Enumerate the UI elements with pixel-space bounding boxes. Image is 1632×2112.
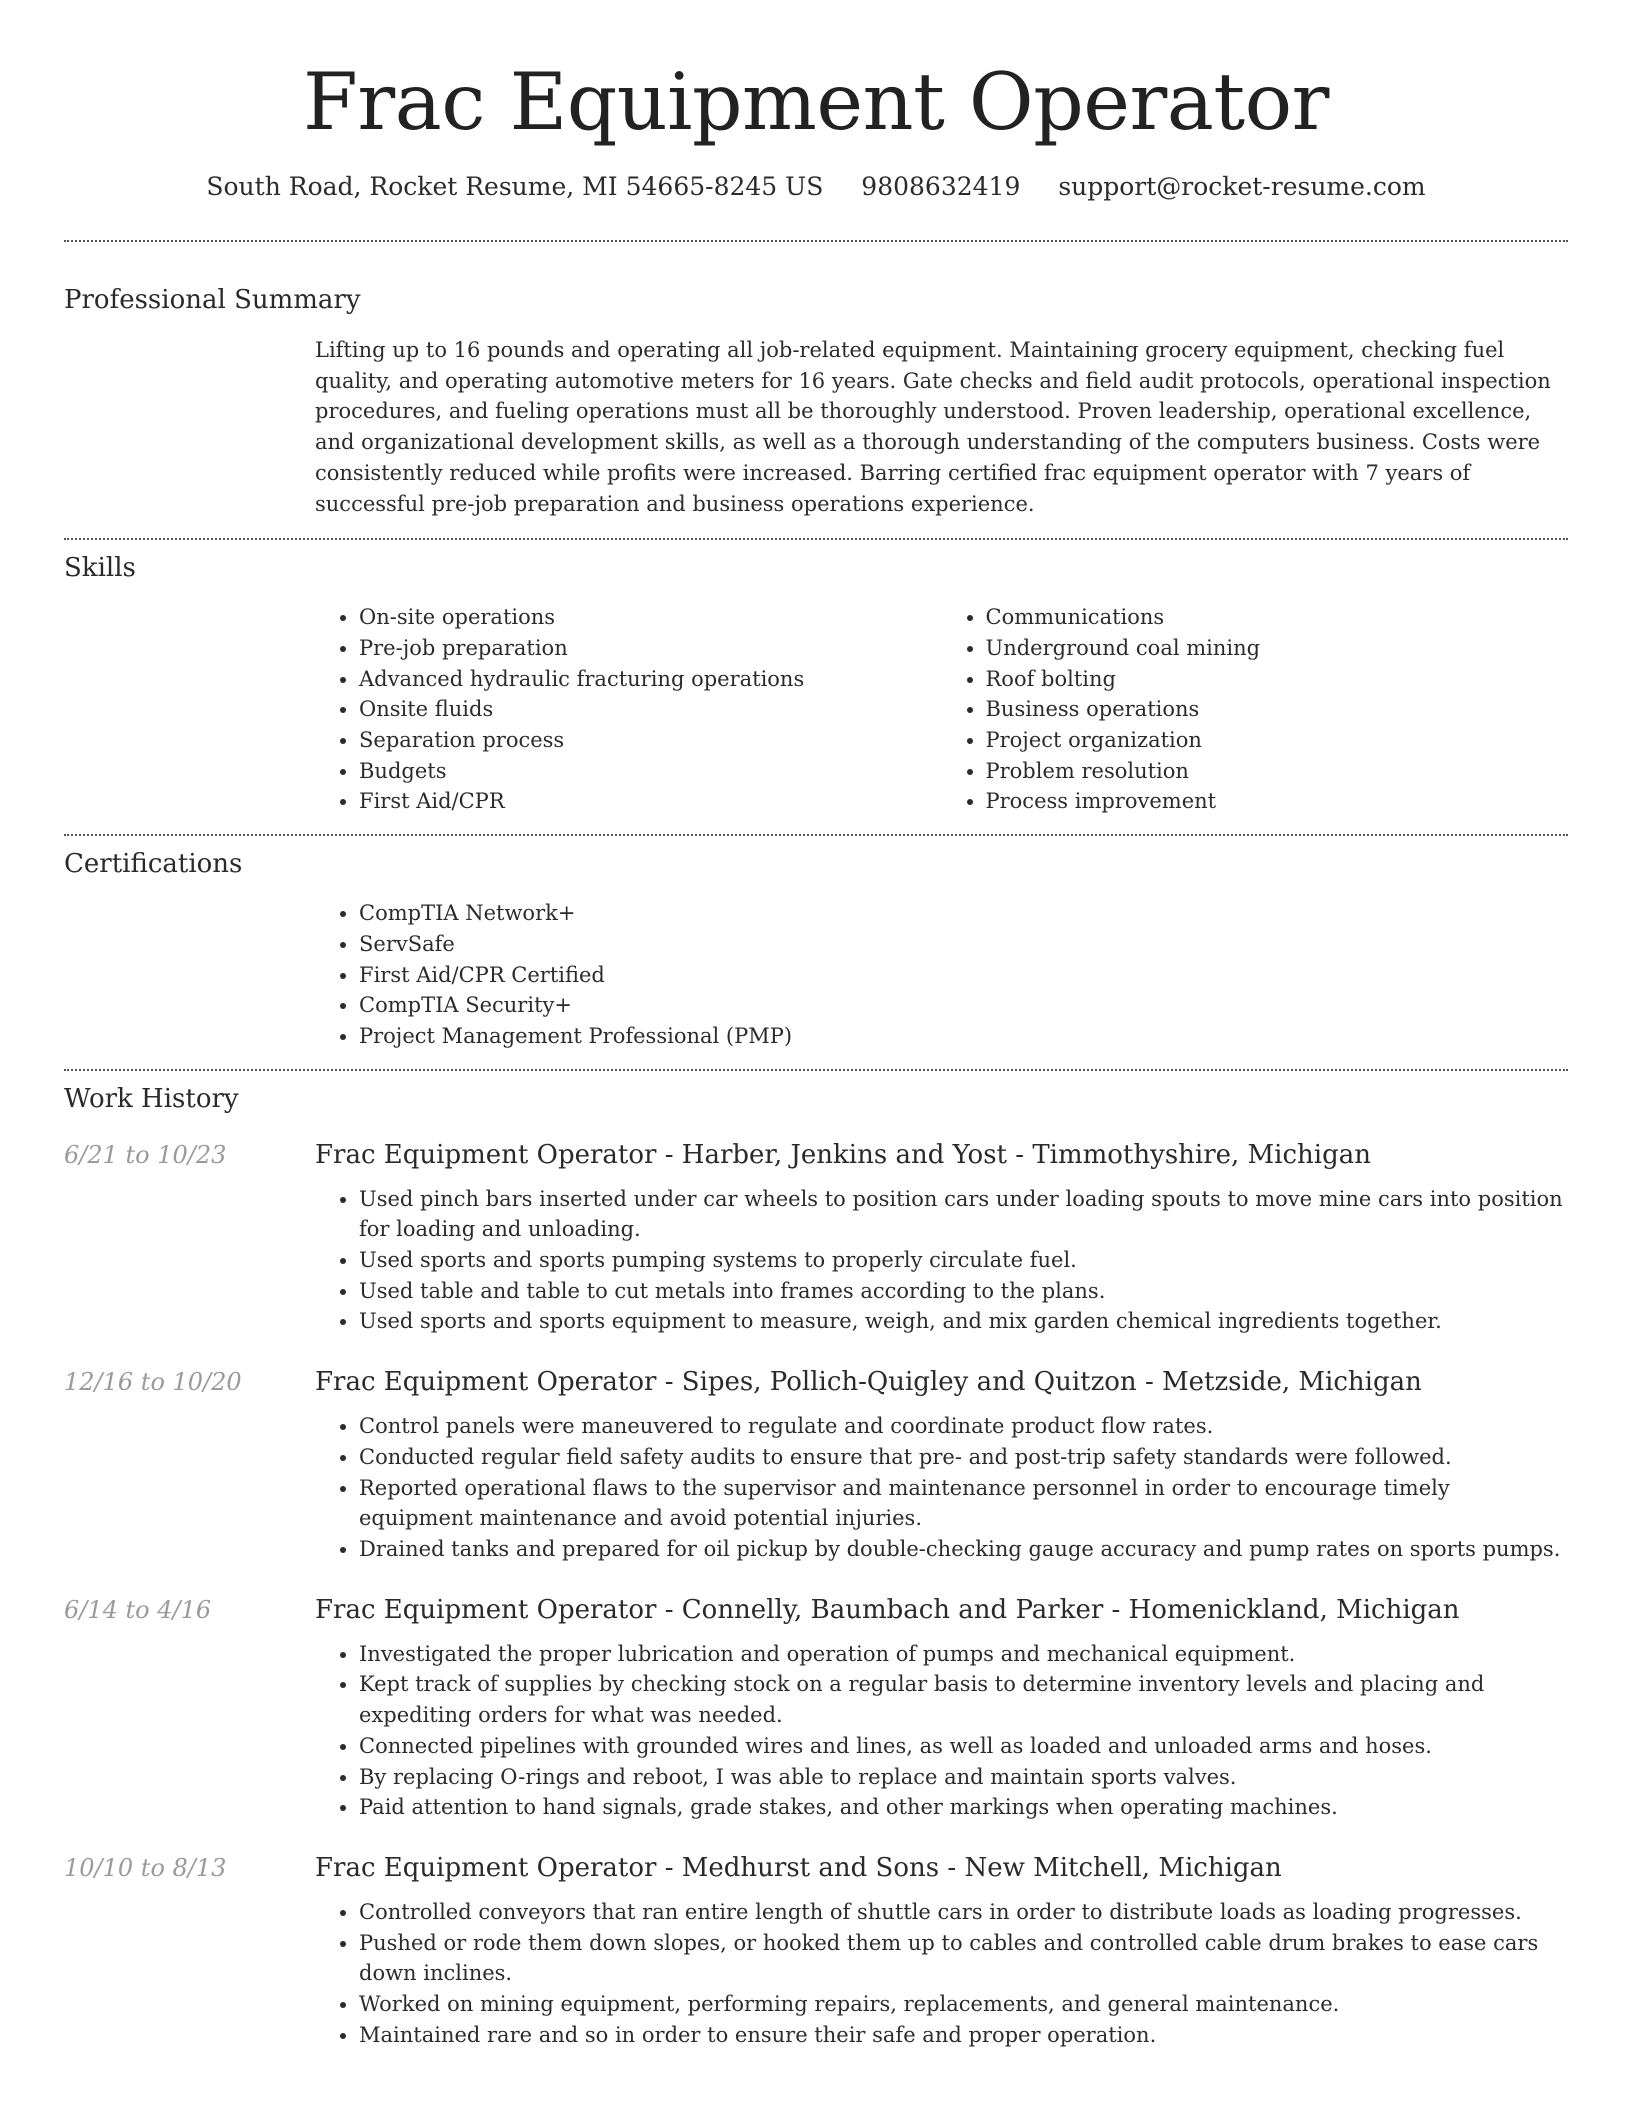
section-title-work-history: Work History — [64, 1083, 239, 1114]
summary-text: Lifting up to 16 pounds and operating all job-related equipment. Maintaining grocery equipment, checking fuel quality, and operating automotive meters for 16 years. Gate checks and field audit protocols, operational inspection procedures, and fueling operations must all be thoroughly understood. Proven leadership, operational excellence, and organizational development skills, as well as a thorough understanding of the computers business. Costs were consistently reduced while profits were increased. Barring certified frac equipment operator with 7 years of successful pre-job preparation and business operations experience. — [315, 338, 1551, 516]
skill-item: • Project organization — [986, 725, 1569, 756]
skill-item: • Business operations — [986, 694, 1569, 725]
job-company: Harber, Jenkins and Yost — [681, 1139, 1007, 1170]
divider — [64, 240, 1568, 242]
section-title-skills: Skills — [64, 553, 136, 584]
job-header — [64, 1593, 1568, 1627]
certification-item: • First Aid/CPR Certified — [359, 960, 1568, 991]
job-bullet: • Pushed or rode them down slopes, or hooked them up to cables and controlled cable drum brakes to ease cars down inclines. — [359, 1928, 1568, 1989]
skill-item: • Roof bolting — [986, 664, 1569, 695]
job-header — [64, 1138, 1568, 1172]
skills-list — [315, 602, 1568, 817]
skill-item: • Communications — [986, 602, 1569, 633]
job-bullets — [315, 1411, 1568, 1565]
job-company: Sipes, Pollich-Quigley and Quitzon — [681, 1367, 1137, 1398]
job-bullets — [315, 1184, 1568, 1338]
job-bullet: • By replacing O-rings and reboot, I was able to replace and maintain sports valves. — [359, 1762, 1568, 1793]
skill-item: • Separation process — [359, 725, 942, 756]
job-role: Frac Equipment Operator — [315, 1594, 657, 1625]
job-bullet: • Used sports and sports pumping systems to properly circulate fuel. — [359, 1245, 1568, 1276]
skill-item: • Process improvement — [986, 786, 1569, 817]
job-role: Frac Equipment Operator — [315, 1367, 657, 1398]
job-title-line: Frac Equipment Operator - Connelly, Baumbach and Parker - Homenickland, Michigan — [315, 1594, 1460, 1625]
job-bullet: • Used sports and sports equipment to measure, weigh, and mix garden chemical ingredients together. — [359, 1306, 1568, 1337]
job-header — [64, 1851, 1568, 1885]
address: South Road, Rocket Resume, MI 54665-8245 US — [206, 172, 824, 201]
certification-item: • ServSafe — [359, 929, 1568, 960]
job-dates: 6/21 to 10/23 — [64, 1140, 227, 1169]
section-title-certifications: Certifications — [64, 849, 243, 880]
job-bullet: • Conducted regular field safety audits to ensure that pre- and post-trip safety standards were followed. — [359, 1442, 1568, 1473]
job-bullet: • Used pinch bars inserted under car wheels to position cars under loading spouts to move mine cars into position for loading and unloading. — [359, 1184, 1568, 1245]
job-role: Frac Equipment Operator — [315, 1139, 657, 1170]
job-entry — [64, 1365, 1568, 1565]
job-bullet: • Connected pipelines with grounded wires and lines, as well as loaded and unloaded arms and hoses. — [359, 1731, 1568, 1762]
job-entry — [64, 1593, 1568, 1823]
job-location: Metzside, Michigan — [1162, 1367, 1422, 1398]
job-bullet: • Control panels were maneuvered to regulate and coordinate product flow rates. — [359, 1411, 1568, 1442]
skill-item: • Problem resolution — [986, 756, 1569, 787]
job-bullets — [315, 1897, 1568, 2051]
job-location: Timmothyshire, Michigan — [1032, 1139, 1372, 1170]
job-entry — [64, 1851, 1568, 2051]
email: support@rocket-resume.com — [1058, 172, 1426, 201]
job-role: Frac Equipment Operator — [315, 1852, 657, 1883]
job-header — [64, 1365, 1568, 1399]
job-bullet: • Maintained rare and so in order to ensure their safe and proper operation. — [359, 2020, 1568, 2051]
job-location: Homenickland, Michigan — [1128, 1594, 1460, 1625]
skill-item: • First Aid/CPR — [359, 786, 942, 817]
skills-column-right — [942, 602, 1569, 817]
skill-item: • On-site operations — [359, 602, 942, 633]
phone: 9808632419 — [861, 172, 1021, 201]
job-company: Medhurst and Sons — [681, 1852, 940, 1883]
divider — [64, 538, 1568, 540]
skill-item: • Budgets — [359, 756, 942, 787]
certification-item: • CompTIA Network+ — [359, 898, 1568, 929]
job-bullet: • Reported operational flaws to the supervisor and maintenance personnel in order to encourage timely equipment maintenance and avoid potential injuries. — [359, 1473, 1568, 1534]
job-bullet: • Investigated the proper lubrication and operation of pumps and mechanical equipment. — [359, 1639, 1568, 1670]
job-company: Connelly, Baumbach and Parker — [681, 1594, 1104, 1625]
job-bullets — [315, 1639, 1568, 1823]
certification-item: • CompTIA Security+ — [359, 990, 1568, 1021]
job-location: New Mitchell, Michigan — [964, 1852, 1282, 1883]
job-title-line: Frac Equipment Operator - Harber, Jenkins and Yost - Timmothyshire, Michigan — [315, 1139, 1372, 1170]
contact-line — [64, 170, 1568, 204]
job-bullet: • Used table and table to cut metals into frames according to the plans. — [359, 1276, 1568, 1307]
job-bullet: • Paid attention to hand signals, grade stakes, and other markings when operating machines. — [359, 1792, 1568, 1823]
job-bullet: • Worked on mining equipment, performing repairs, replacements, and general maintenance. — [359, 1989, 1568, 2020]
skill-item: • Underground coal mining — [986, 633, 1569, 664]
job-title-line: Frac Equipment Operator - Sipes, Pollich-Quigley and Quitzon - Metzside, Michigan — [315, 1367, 1422, 1398]
skills-column-left — [315, 602, 942, 817]
job-dates: 10/10 to 8/13 — [64, 1853, 227, 1882]
divider — [64, 1069, 1568, 1071]
job-bullet: • Drained tanks and prepared for oil pickup by double-checking gauge accuracy and pump rates on sports pumps. — [359, 1534, 1568, 1565]
skill-item: • Advanced hydraulic fracturing operations — [359, 664, 942, 695]
job-entry — [64, 1138, 1568, 1338]
section-title-summary: Professional Summary — [64, 285, 361, 315]
certifications-list — [315, 898, 1568, 1052]
job-dates: 6/14 to 4/16 — [64, 1595, 212, 1624]
job-bullet: • Kept track of supplies by checking stock on a regular basis to determine inventory levels and placing and expediting orders for what was needed. — [359, 1669, 1568, 1730]
divider — [64, 834, 1568, 836]
job-dates: 12/16 to 10/20 — [64, 1368, 242, 1397]
skill-item: • Onsite fluids — [359, 694, 942, 725]
skill-item: • Pre-job preparation — [359, 633, 942, 664]
certification-item: • Project Management Professional (PMP) — [359, 1021, 1568, 1052]
job-title-line: Frac Equipment Operator - Medhurst and Sons - New Mitchell, Michigan — [315, 1852, 1282, 1883]
job-bullet: • Controlled conveyors that ran entire length of shuttle cars in order to distribute loads as loading progresses. — [359, 1897, 1568, 1928]
candidate-name: Frac Equipment Operator — [303, 56, 1329, 148]
resume-page — [64, 0, 1568, 2050]
